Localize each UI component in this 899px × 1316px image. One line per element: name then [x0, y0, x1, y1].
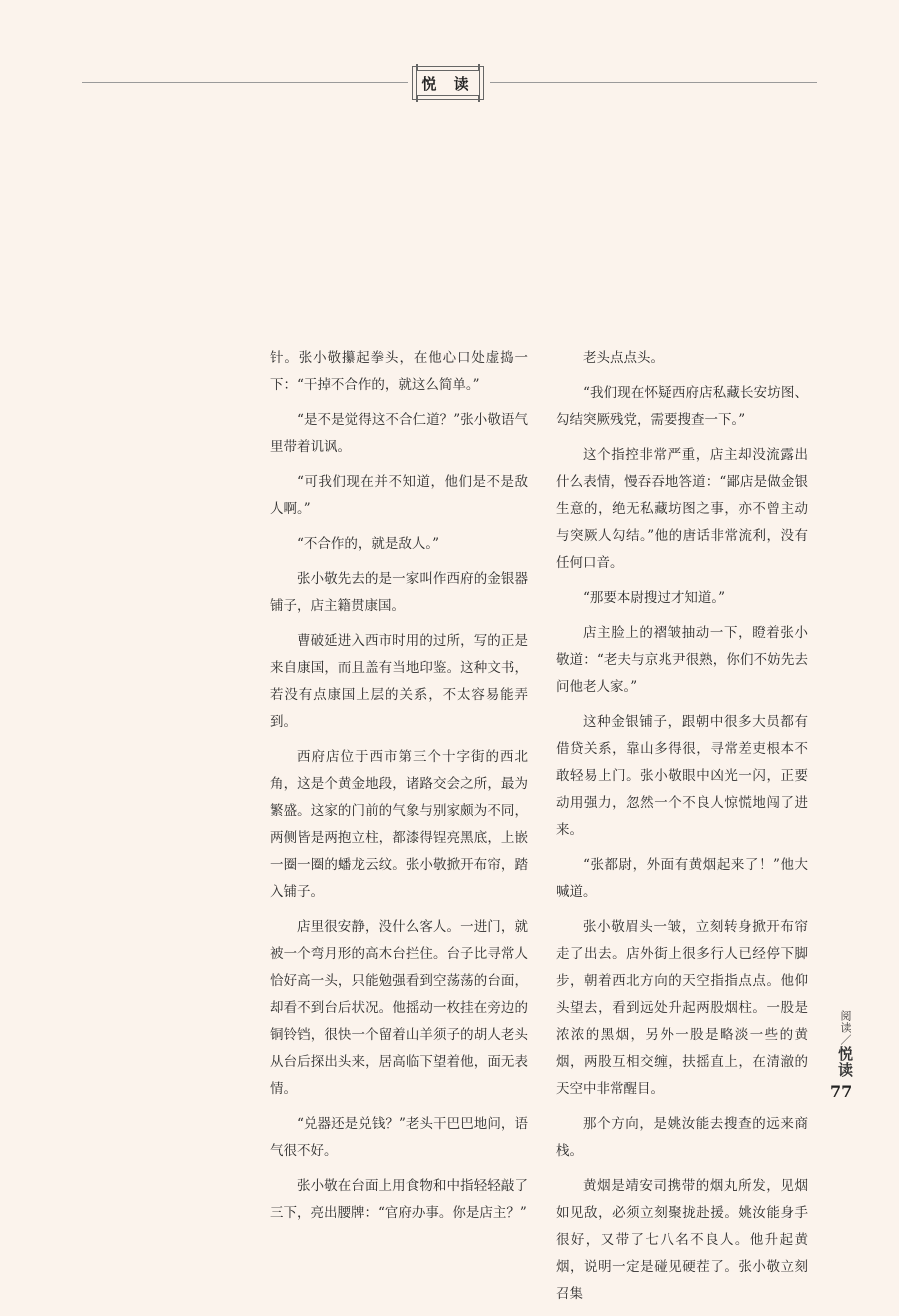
page-number: 77	[830, 1082, 853, 1101]
paragraph: 店里很安静，没什么客人。一进门，就被一个弯月形的高木台拦住。台子比寻常人恰好高一头，只能勉强看到空荡荡的台面，却看不到台后状况。他摇动一枚挂在旁边的铜铃铛，很快一个留着山羊须子的胡人老头从台后探出头来，居高临下望着他，面无表情。	[270, 919, 528, 1097]
header-rule-right	[490, 82, 817, 83]
paragraph: 店主脸上的褶皱抽动一下，瞪着张小敬道：“老夫与京兆尹很熟，你们不妨先去问他老人家。”	[556, 625, 808, 695]
paragraph: “兑器还是兑钱？”老头干巴巴地问，语气很不好。	[270, 1116, 528, 1159]
left-column	[270, 345, 528, 1235]
paragraph: 曹破延进入西市时用的过所，写的正是来自康国，而且盖有当地印鉴。这种文书，若没有点康国上层的关系，不太容易能弄到。	[270, 633, 528, 730]
paragraph: 黄烟是靖安司携带的烟丸所发，见烟如见敌，必须立刻聚拢赴援。姚汝能身手很好，又带了七八名不良人。他升起黄烟，说明一定是碰见硬茬了。张小敬立刻召集	[556, 1178, 808, 1302]
paragraph: 张小敬眉头一皱，立刻转身掀开布帘走了出去。店外街上很多行人已经停下脚步，朝着西北方向的天空指指点点。他仰头望去，看到远处升起两股烟柱。一股是浓浓的黑烟，另外一股是略淡一些的黄烟，两股互相交缠，扶摇直上，在清澈的天空中非常醒目。	[556, 919, 808, 1097]
paragraph: 这个指控非常严重，店主却没流露出什么表情，慢吞吞地答道：“鄙店是做金银生意的，绝无私藏坊图之事，亦不曾主动与突厥人勾结。”他的唐话非常流利，没有任何口音。	[556, 447, 808, 571]
paragraph: “是不是觉得这不合仁道？”张小敬语气里带着讥讽。	[270, 412, 528, 455]
sidebar-large-label: 悦读	[836, 1046, 854, 1078]
paragraph: 老头点点头。	[583, 350, 664, 366]
paragraph: 那个方向，是姚汝能去搜查的远来商栈。	[556, 1116, 808, 1159]
paragraph: 西府店位于西市第三个十字街的西北角，这是个黄金地段，诸路交会之所，最为繁盛。这家的门前的气象与别家颇为不同，两侧皆是两抱立柱，都漆得锃亮黑底，上嵌一圈一圈的蟠龙云纹。张小敬掀开布帘，踏入铺子。	[270, 749, 528, 900]
paragraph: 针。张小敬攥起拳头，在他心口处虚捣一下：“干掉不合作的，就这么简单。”	[270, 350, 528, 393]
sidebar-divider: ／	[839, 1034, 852, 1046]
paragraph: “张都尉，外面有黄烟起来了！”他大喊道。	[556, 857, 808, 900]
paragraph: “那要本尉搜过才知道。”	[583, 590, 726, 606]
paragraph: “我们现在怀疑西府店私藏长安坊图、勾结突厥残党，需要搜查一下。”	[556, 385, 808, 428]
header-rule-left	[82, 82, 408, 83]
paragraph: 张小敬在台面上用食物和中指轻轻敲了三下，亮出腰牌：“官府办事。你是店主？”	[270, 1178, 528, 1221]
sidebar-label	[826, 1010, 856, 1078]
sidebar-small-label: 阅读	[839, 1010, 852, 1034]
right-column	[556, 345, 808, 1316]
section-tag	[410, 64, 486, 102]
section-title: 悦 读	[416, 70, 480, 96]
paragraph: 这种金银铺子，跟朝中很多大员都有借贷关系，靠山多得很，寻常差吏根本不敢轻易上门。张小敬眼中凶光一闪，正要动用强力，忽然一个不良人惊慌地闯了进来。	[556, 714, 808, 838]
paragraph: 张小敬先去的是一家叫作西府的金银器铺子，店主籍贯康国。	[270, 571, 528, 614]
paragraph: “可我们现在并不知道，他们是不是敌人啊。”	[270, 474, 528, 517]
paragraph: “不合作的，就是敌人。”	[297, 536, 440, 552]
